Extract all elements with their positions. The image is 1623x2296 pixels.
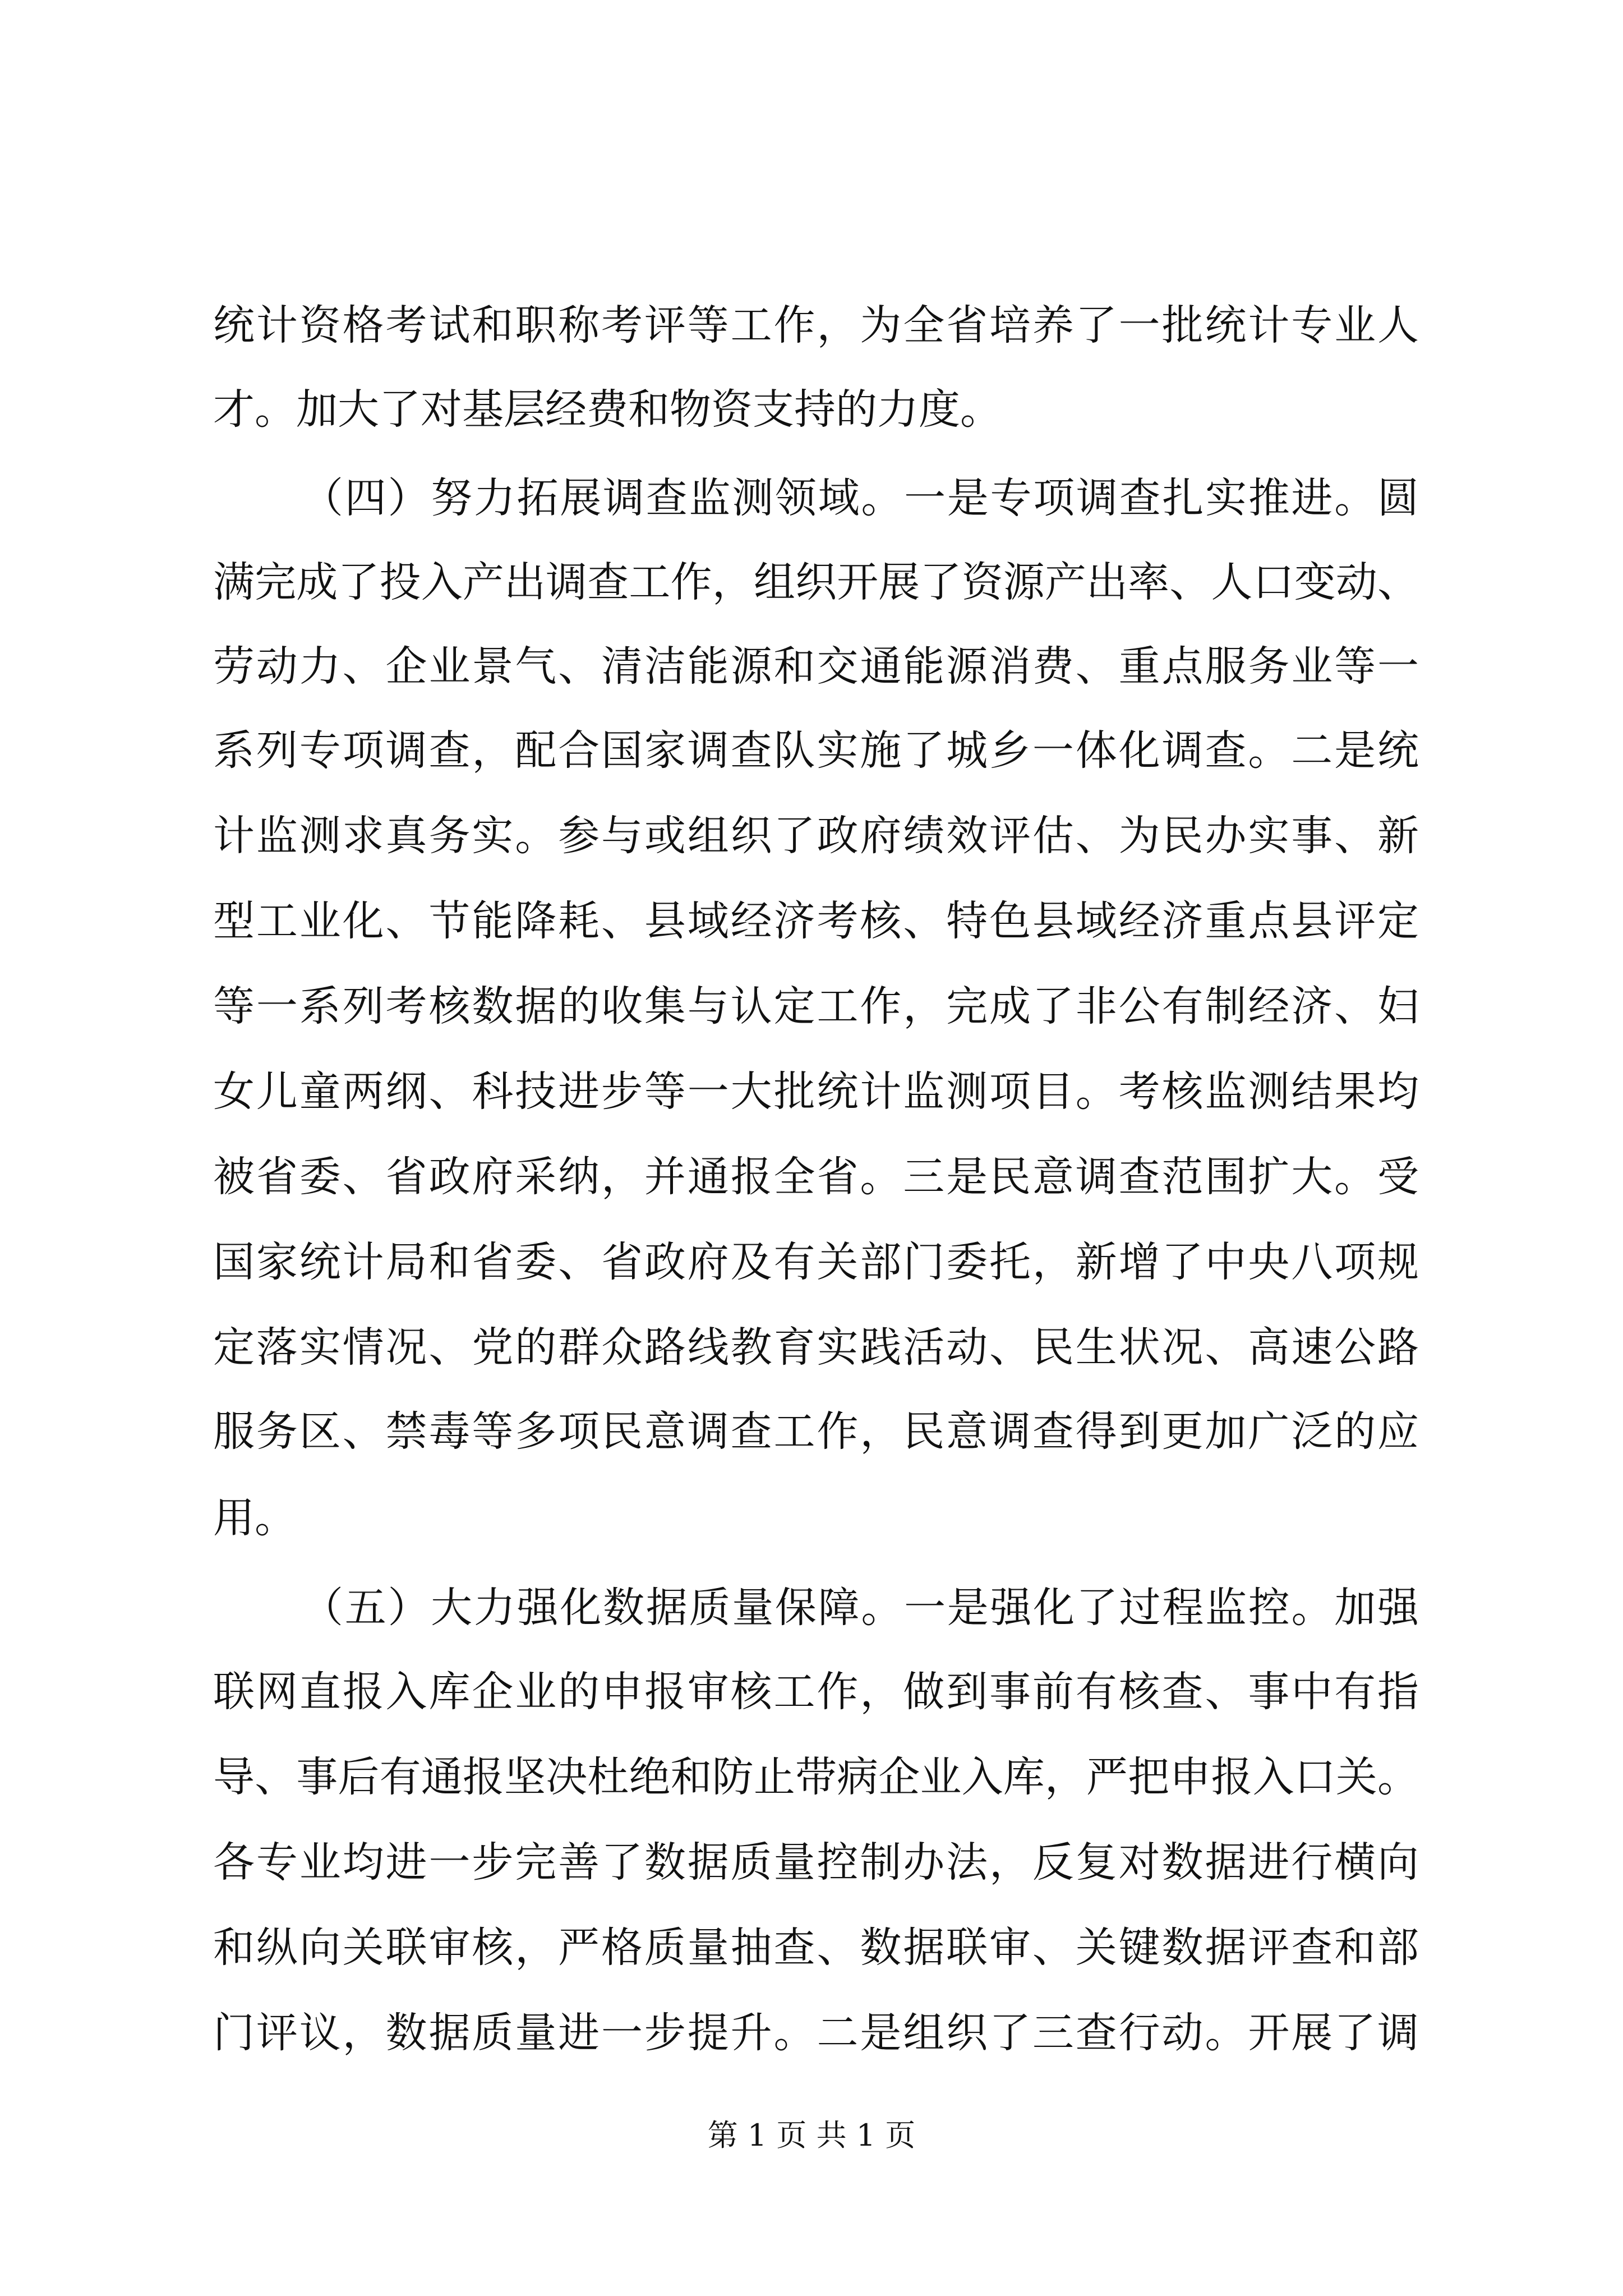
text-line: 劳动力、企业景气、清洁能源和交通能源消费、重点服务业等一 [213,642,1419,691]
text-line: 联网直报入库企业的申报审核工作，做到事前有核查、事中有指 [213,1668,1419,1716]
text-line: 等一系列考核数据的收集与认定工作，完成了非公有制经济、妇 [213,982,1419,1030]
text-line: 用。 [213,1494,296,1542]
text-line: 才。加大了对基层经费和物资支持的力度。 [213,385,1002,434]
text-line: （五）大力强化数据质量保障。一是强化了过程监控。加强 [302,1584,1419,1632]
page-number-footer: 第 1 页 共 1 页 [707,2118,916,2153]
text-line: 和纵向关联审核，严格质量抽查、数据联审、关键数据评查和部 [213,1924,1419,1972]
text-line: 导、事后有通报坚决杜绝和防止带病企业入库，严把申报入口关。 [213,1753,1419,1801]
text-line: 型工业化、节能降耗、县域经济考核、特色县域经济重点县评定 [213,897,1419,945]
text-line: 定落实情况、党的群众路线教育实践活动、民生状况、高速公路 [213,1323,1419,1372]
text-line: 各专业均进一步完善了数据质量控制办法，反复对数据进行横向 [213,1838,1419,1887]
text-line: 女儿童两纲、科技进步等一大批统计监测项目。考核监测结果均 [213,1068,1419,1116]
text-line: 系列专项调查，配合国家调查队实施了城乡一体化调查。二是统 [213,726,1419,775]
text-line: 被省委、省政府采纳，并通报全省。三是民意调查范围扩大。受 [213,1153,1419,1201]
text-line: 统计资格考试和职称考评等工作，为全省培养了一批统计专业人 [213,301,1419,349]
text-line: 满完成了投入产出调查工作，组织开展了资源产出率、人口变动、 [213,558,1419,606]
text-line: 国家统计局和省委、省政府及有关部门委托，新增了中央八项规 [213,1238,1419,1286]
text-line: （四）努力拓展调查监测领域。一是专项调查扎实推进。圆 [302,474,1419,522]
text-line: 服务区、禁毒等多项民意调查工作，民意调查得到更加广泛的应 [213,1407,1419,1456]
text-line: 门评议，数据质量进一步提升。二是组织了三查行动。开展了调 [213,2009,1419,2057]
text-line: 计监测求真务实。参与或组织了政府绩效评估、为民办实事、新 [213,812,1419,860]
